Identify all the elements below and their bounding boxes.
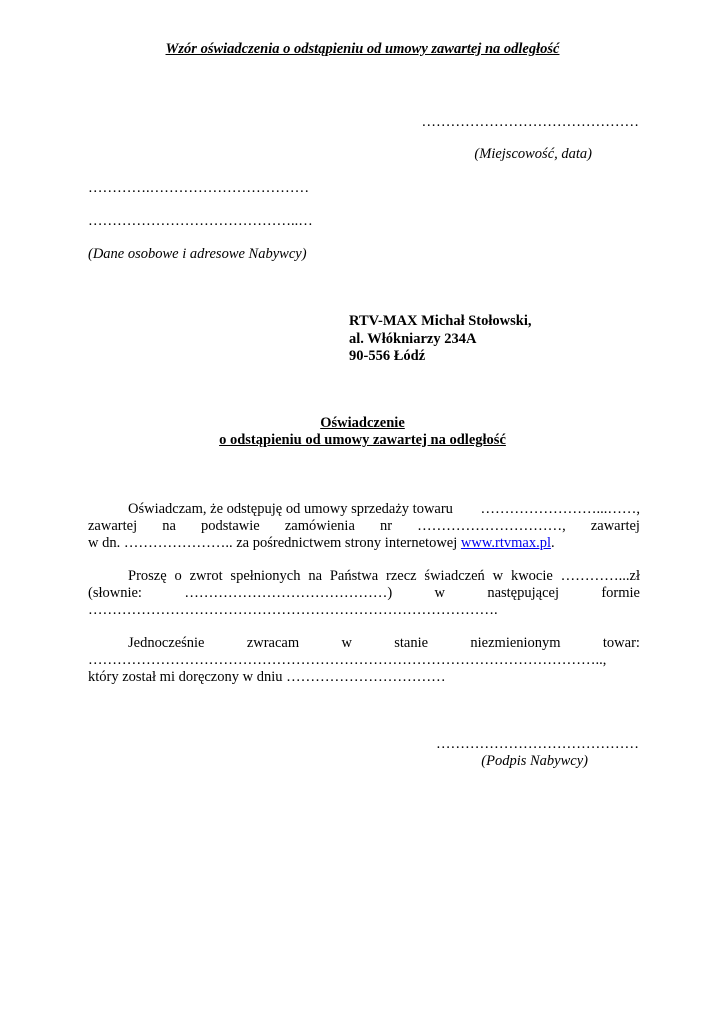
word: w — [434, 585, 445, 601]
word: zwracam — [246, 635, 300, 651]
para2-line-2 — [88, 585, 640, 602]
word: zamówienia — [284, 518, 355, 534]
para1-line-2 — [88, 518, 640, 535]
para1-line3-suffix: . — [550, 535, 555, 551]
word: formie — [601, 585, 640, 601]
para2-line-1 — [128, 568, 640, 585]
signature-label: (Podpis Nabywcy) — [481, 753, 588, 769]
recipient-name: RTV-MAX Michał Stołowski, — [349, 313, 532, 329]
word: nr — [379, 518, 393, 534]
word: towar: — [602, 635, 640, 651]
heading-line-2: o odstąpieniu od umowy zawartej na odległość — [219, 432, 506, 448]
buyer-line-1: ………….…………………………… — [88, 180, 310, 196]
word: Państwa — [329, 568, 379, 584]
para1-line-1 — [128, 501, 640, 518]
para1-line3-prefix: w dn. ………………….. za pośrednictwem strony internetowej — [88, 535, 461, 551]
buyer-line-2: ……………………………………..… — [88, 213, 313, 229]
word: Proszę — [128, 568, 167, 584]
word: podstawie — [200, 518, 260, 534]
word: kwocie — [510, 568, 553, 584]
place-date-dots: ……………………………………… — [421, 114, 639, 130]
recipient-city: 90-556 Łódź — [349, 348, 426, 364]
buyer-label: (Dane osobowe i adresowe Nabywcy) — [88, 246, 307, 262]
heading-line-1: Oświadczenie — [320, 415, 405, 431]
word: stanie — [394, 635, 429, 651]
document-title: Wzór oświadczenia o odstąpieniu od umowy zawartej na odległość — [165, 41, 560, 57]
para3-line-2: …………………………………………………………………………………………….., — [88, 652, 607, 668]
word: zwrot — [189, 568, 223, 584]
word: w — [341, 635, 352, 651]
place-date-label: (Miejscowość, data) — [474, 146, 592, 162]
word: Jednocześnie — [128, 635, 205, 651]
word: świadczeń — [424, 568, 485, 584]
word: …………………………, — [417, 518, 566, 534]
para3-line-3: który został mi doręczony w dniu …………………………… — [88, 669, 446, 685]
word: (słownie: — [88, 585, 142, 601]
para1-line1-dots: ……………………...……, — [480, 501, 640, 517]
signature-dots: …………………………………… — [436, 736, 639, 752]
word: na — [308, 568, 323, 584]
para1-line1-text: Oświadczam, że odstępuję od umowy sprzedaży towaru — [128, 501, 453, 517]
word: spełnionych — [230, 568, 301, 584]
recipient-street: al. Włókniarzy 234A — [349, 331, 477, 347]
word: na — [162, 518, 176, 534]
word: …………...zł — [560, 568, 640, 584]
word: zawartej — [590, 518, 640, 534]
para2-line-3: …………………………………………………………………………. — [88, 602, 498, 618]
word: w — [492, 568, 504, 584]
website-link[interactable]: www.rtvmax.pl — [460, 535, 551, 551]
para3-line-1 — [128, 635, 640, 652]
word: o — [174, 568, 182, 584]
word: następującej — [487, 585, 559, 601]
word: ……………………………………) — [184, 585, 393, 601]
word: niezmienionym — [470, 635, 561, 651]
word: zawartej — [88, 518, 138, 534]
word: rzecz — [386, 568, 417, 584]
para1-line-3 — [88, 535, 555, 552]
